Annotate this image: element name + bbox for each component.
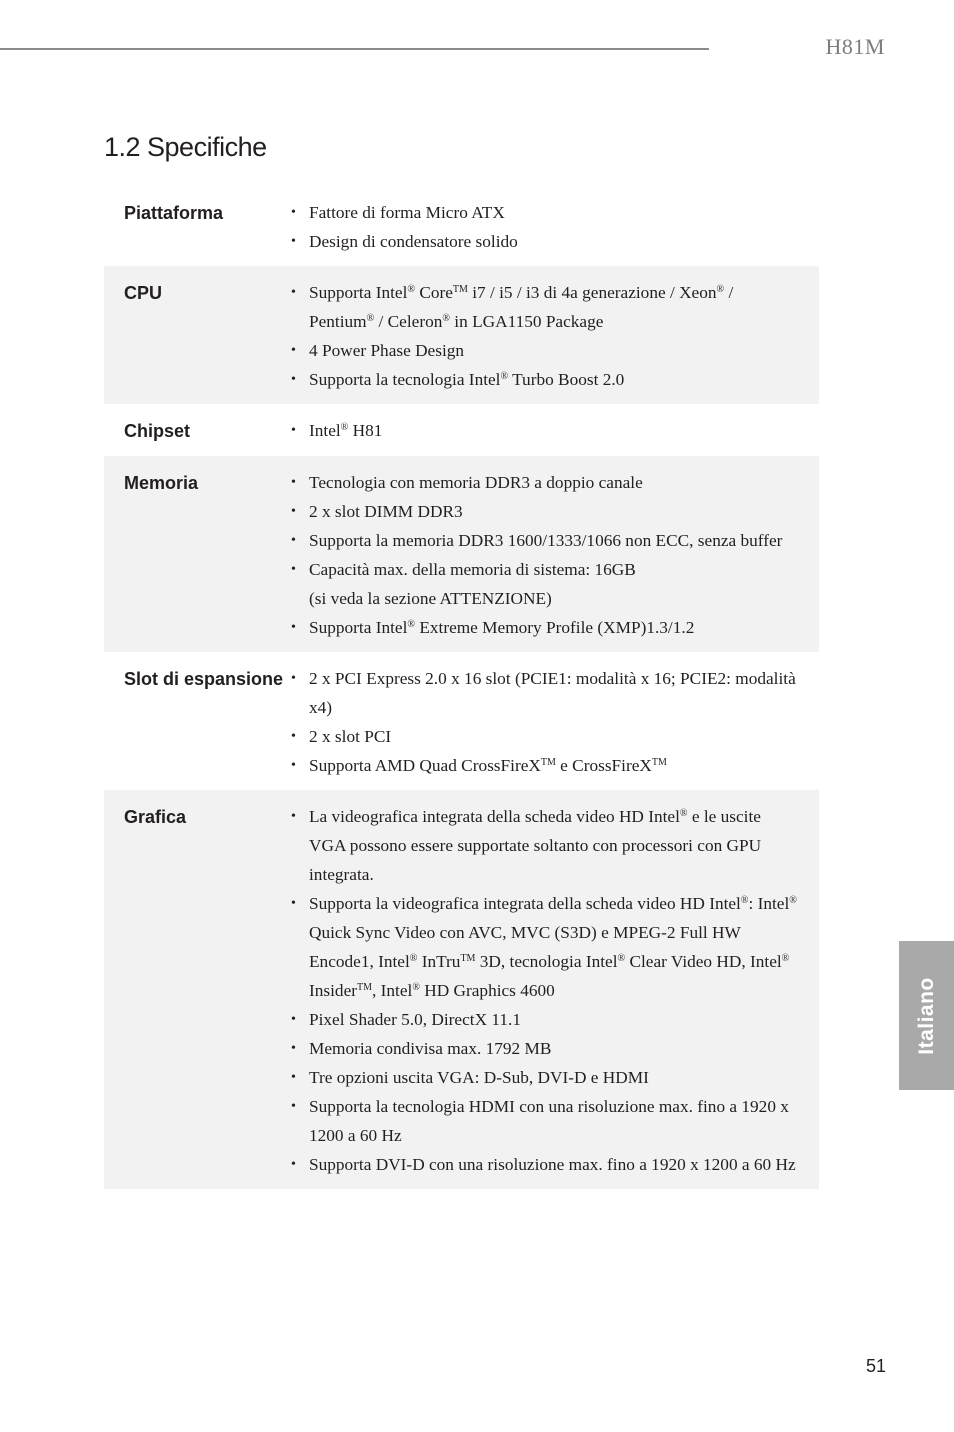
spec-item (289, 468, 799, 497)
spec-text: Supporta Intel (309, 283, 408, 302)
spec-text: Supporta la videografica integrata della scheda video HD Intel (309, 894, 741, 913)
spec-item (289, 198, 799, 227)
language-tab (899, 941, 954, 1090)
spec-label: Piattaforma (124, 203, 224, 223)
spec-label: Chipset (124, 421, 191, 441)
spec-text: Intel (309, 421, 341, 440)
superscript-mark: ® (407, 619, 415, 630)
superscript-mark: ® (716, 284, 725, 295)
superscript-mark: ® (366, 313, 375, 324)
spec-text: Supporta la memoria DDR3 1600/1333/1066 non ECC, senza buffer (309, 531, 783, 550)
spec-item (289, 555, 799, 613)
spec-item (289, 802, 799, 889)
superscript-mark: ® (617, 953, 626, 964)
superscript-mark: ® (740, 895, 749, 906)
spec-text: Insider (309, 981, 357, 1000)
spec-text: Supporta la tecnologia HDMI con una risoluzione max. fino a 1920 x 1200 a 60 Hz (309, 1097, 789, 1145)
spec-item (289, 889, 799, 1005)
spec-text: e CrossFireX (555, 756, 652, 775)
spec-text: , Intel (372, 981, 413, 1000)
spec-row (104, 456, 819, 652)
spec-text: : Intel (748, 894, 790, 913)
spec-text: Capacità max. della memoria di sistema: 16GB (309, 560, 636, 579)
spec-text: Fattore di forma Micro ATX (309, 203, 505, 222)
header-rule (0, 48, 709, 50)
superscript-mark: TM (452, 284, 468, 295)
spec-text: Supporta AMD Quad CrossFireX (309, 756, 541, 775)
superscript-mark: ® (679, 808, 688, 819)
spec-text: 2 x slot PCI (309, 727, 392, 746)
spec-text: HD Graphics 4600 (419, 981, 555, 1000)
language-tab-label: Italiano (914, 976, 938, 1055)
section-title: 1.2 Specifiche (104, 132, 267, 162)
spec-label: Grafica (124, 807, 187, 827)
spec-text: Clear Video HD, Intel (625, 952, 782, 971)
spec-item (289, 613, 799, 642)
superscript-mark: TM (540, 757, 556, 768)
spec-text: 4 Power Phase Design (309, 341, 465, 360)
spec-text: Supporta DVI-D con una risoluzione max. fino a 1920 x 1200 a 60 Hz (309, 1155, 796, 1174)
superscript-mark: ® (407, 284, 415, 295)
spec-values (284, 468, 799, 642)
spec-item (289, 1150, 799, 1179)
spec-item (289, 722, 799, 751)
spec-item (289, 278, 799, 336)
superscript-mark: ® (442, 313, 450, 324)
spec-text: (si veda la sezione ATTENZIONE) (309, 589, 552, 608)
superscript-mark: ® (500, 371, 509, 382)
spec-row (104, 652, 819, 790)
spec-item (289, 336, 799, 365)
spec-row (104, 266, 819, 404)
superscript-mark: TM (651, 757, 667, 768)
spec-label: Slot di espansione (124, 669, 284, 689)
spec-text: Tre opzioni uscita VGA: D-Sub, DVI-D e HDMI (309, 1068, 649, 1087)
spec-item (289, 1005, 799, 1034)
spec-label: CPU (124, 283, 163, 303)
spec-label: Memoria (124, 473, 199, 493)
spec-item (289, 1092, 799, 1150)
spec-row (104, 186, 819, 266)
spec-text: Quick Sync Video con AVC, MVC (S3D) e MPEG-2 Full HW Encode1, Intel (309, 923, 741, 971)
spec-item (289, 751, 799, 780)
spec-text: Core (415, 283, 453, 302)
spec-text: Supporta la tecnologia Intel (309, 370, 501, 389)
spec-item (289, 1063, 799, 1092)
superscript-mark: TM (460, 953, 476, 964)
spec-row (104, 790, 819, 1189)
superscript-mark: ® (409, 953, 418, 964)
spec-text: InTru (417, 952, 461, 971)
spec-text: H81 (348, 421, 383, 440)
spec-item (289, 416, 799, 445)
spec-text: i7 / i5 / i3 di 4a generazione / Xeon (467, 283, 717, 302)
spec-text: Memoria condivisa max. 1792 MB (309, 1039, 552, 1058)
spec-item (289, 497, 799, 526)
spec-text: Tecnologia con memoria DDR3 a doppio canale (309, 473, 643, 492)
spec-values (284, 278, 799, 394)
spec-item (289, 227, 799, 256)
spec-values (284, 802, 799, 1179)
spec-values (284, 664, 799, 780)
spec-table (104, 186, 819, 1189)
spec-text: Turbo Boost 2.0 (508, 370, 625, 389)
spec-item (289, 526, 799, 555)
spec-text: La videografica integrata della scheda video HD Intel (309, 807, 680, 826)
spec-text: e le uscite VGA possono essere supportate soltanto con processori con GPU integrata. (309, 807, 762, 884)
spec-text: / Pentium (309, 283, 734, 331)
superscript-mark: TM (357, 982, 372, 993)
spec-text: in LGA1150 Package (449, 312, 604, 331)
spec-values (284, 416, 799, 446)
spec-text: Supporta Intel (309, 618, 408, 637)
model-name: H81M (825, 34, 885, 59)
spec-row (104, 404, 819, 456)
spec-item (289, 365, 799, 394)
superscript-mark: ® (340, 422, 349, 433)
spec-text: 2 x slot DIMM DDR3 (309, 502, 463, 521)
page-number: 51 (865, 1356, 886, 1376)
spec-item (289, 664, 799, 722)
spec-values (284, 198, 799, 256)
spec-text: Design di condensatore solido (309, 232, 518, 251)
superscript-mark: ® (781, 953, 790, 964)
spec-text: / Celeron (374, 312, 443, 331)
spec-text: Pixel Shader 5.0, DirectX 11.1 (309, 1010, 521, 1029)
spec-text: 2 x PCI Express 2.0 x 16 slot (PCIE1: modalità x 16; PCIE2: modalità x4) (309, 669, 796, 717)
superscript-mark: ® (412, 982, 420, 993)
spec-item (289, 1034, 799, 1063)
spec-text: 3D, tecnologia Intel (475, 952, 618, 971)
spec-text: Extreme Memory Profile (XMP)1.3/1.2 (415, 618, 695, 637)
superscript-mark: ® (789, 895, 797, 906)
